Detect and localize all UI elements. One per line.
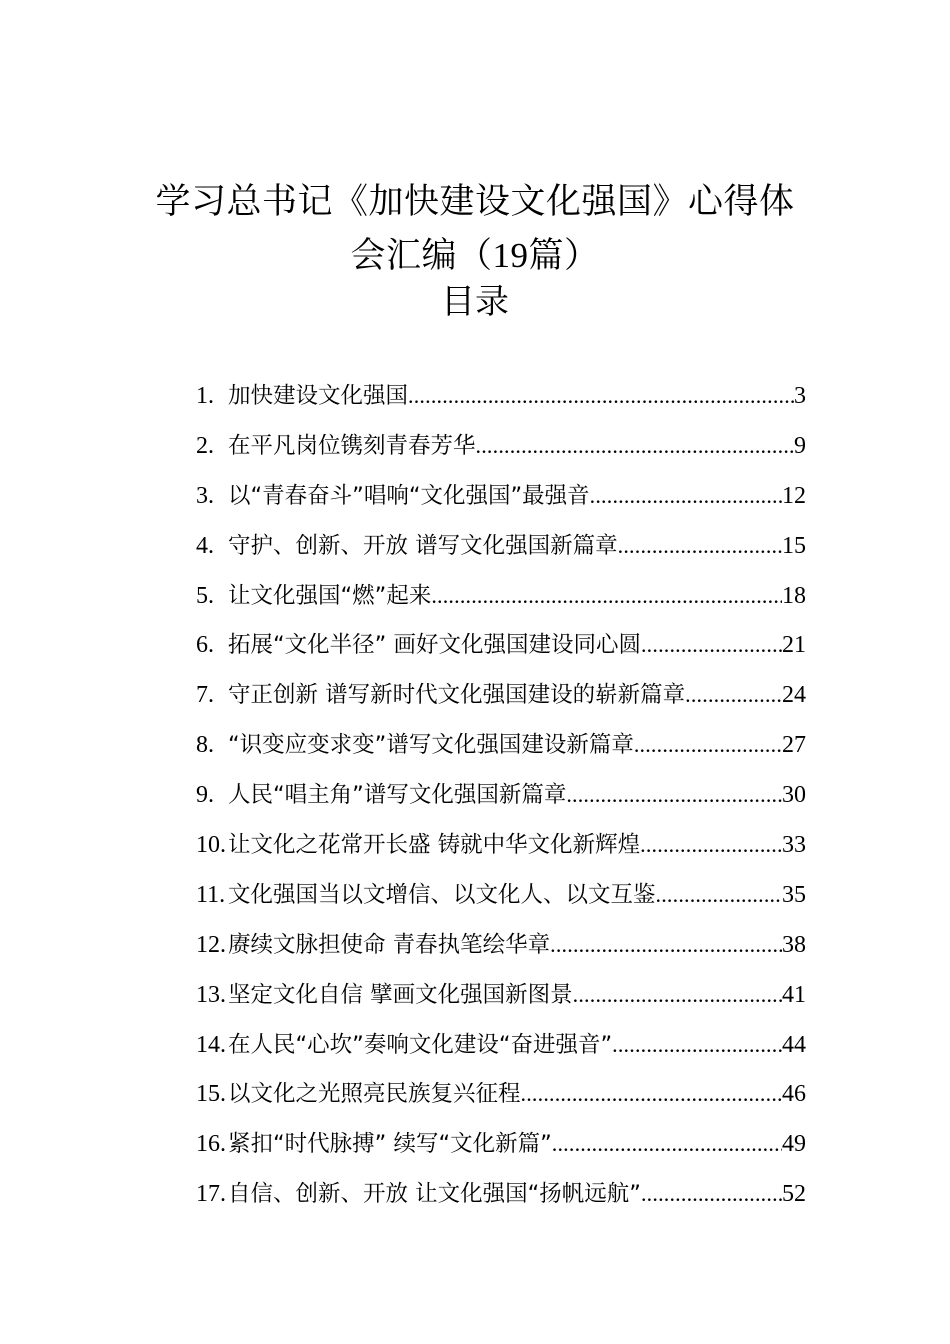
toc-entry-page: 18 [782,582,806,609]
toc-entry-title: 坚定文化自信 擘画文化强国新图景 [228,981,573,1008]
toc-entry-number: 2. [196,432,214,459]
toc-entry[interactable] [196,977,806,1027]
toc-heading: 目录 [441,282,509,322]
toc-dot-leader [521,1081,782,1107]
toc-dot-leader [590,483,782,509]
toc-entry-title: 文化强国当以文增信、以文化人、以文互鉴 [228,881,656,908]
toc-dot-leader [408,383,794,409]
toc-entry-number: 16. [196,1131,226,1158]
toc-entry-page: 9 [794,432,806,459]
toc-entry-number: 5. [196,582,214,609]
toc-entry-title: 自信、创新、开放 让文化强国“扬帆远航” [228,1181,641,1208]
toc-entry-number: 9. [196,782,214,809]
title-line-2-prefix: 会汇编（ [350,236,493,276]
title-line-2 [0,229,950,283]
toc-dot-leader [641,632,782,658]
toc-entry-number: 11. [196,881,226,908]
toc-dot-leader [550,932,782,958]
toc-entry[interactable] [196,1176,806,1226]
toc-entry[interactable] [196,578,806,628]
toc-entry-title: 拓展“文化半径” 画好文化强国建设同心圆 [228,632,641,659]
toc-entry[interactable] [196,827,806,877]
toc-entry[interactable] [196,927,806,977]
toc-entry[interactable] [196,478,806,528]
toc-entry-page: 24 [782,682,806,709]
toc-entry-page: 30 [782,782,806,809]
document-title [0,176,950,283]
toc-entry-title: 让文化强国“燃”起来 [228,582,432,609]
toc-entry-number: 12. [196,931,226,958]
toc-entry-number: 3. [196,482,214,509]
toc-entry-page: 38 [782,931,806,958]
toc-entry-title: 让文化之花常开长盛 铸就中华文化新辉煌 [228,832,641,859]
toc-entry[interactable] [196,777,806,827]
toc-entry-title: 加快建设文化强国 [228,383,409,409]
toc-entry-number: 6. [196,632,214,659]
toc-dot-leader [573,982,782,1008]
table-of-contents [196,378,806,1226]
toc-dot-leader [618,533,782,559]
toc-entry-page: 3 [794,383,806,409]
toc-dot-leader [685,682,782,708]
toc-entry[interactable] [196,877,806,927]
toc-dot-leader [634,732,782,758]
toc-entry-title: 守护、创新、开放 谱写文化强国新篇章 [228,532,618,559]
toc-entry-title: 以“青春奋斗”唱响“文化强国”最强音 [228,482,590,509]
toc-entry-page: 35 [782,881,806,908]
toc-entry[interactable] [196,378,806,428]
toc-entry-number: 15. [196,1081,226,1108]
toc-entry-number: 14. [196,1031,226,1058]
toc-dot-leader [552,1131,782,1157]
toc-entry-page: 33 [782,832,806,859]
toc-dot-leader [431,583,782,609]
toc-entry-page: 52 [782,1181,806,1208]
toc-entry[interactable] [196,727,806,777]
toc-entry-page: 21 [782,632,806,659]
toc-entry-page: 49 [782,1131,806,1158]
toc-dot-leader [612,1032,782,1058]
toc-entry-page: 15 [782,532,806,559]
toc-entry-title: 在人民“心坎”奏响文化建设“奋进强音” [228,1031,613,1058]
toc-dot-leader [566,782,782,808]
toc-dot-leader [476,433,794,459]
toc-entry-number: 10. [196,832,226,859]
toc-entry[interactable] [196,428,806,478]
toc-entry-title: 以文化之光照亮民族复兴征程 [228,1081,521,1108]
toc-entry-title: 赓续文脉担使命 青春执笔绘华章 [228,931,551,958]
toc-entry-page: 12 [782,482,806,509]
toc-entry-page: 44 [782,1031,806,1058]
title-count: 19 [492,236,529,275]
toc-entry-number: 7. [196,682,214,709]
toc-entry-title: 人民“唱主角”谱写文化强国新篇章 [228,782,567,809]
toc-entry-number: 1. [196,383,214,409]
toc-entry-title: 守正创新 谱写新时代文化强国建设的崭新篇章 [228,682,686,709]
toc-entry[interactable] [196,1076,806,1126]
toc-dot-leader [656,882,782,908]
toc-entry[interactable] [196,528,806,578]
toc-entry[interactable] [196,1126,806,1176]
toc-entry-page: 41 [782,981,806,1008]
toc-entry-page: 27 [782,732,806,759]
toc-entry[interactable] [196,1027,806,1077]
toc-entry-title: “识变应变求变”谱写文化强国建设新篇章 [228,732,634,759]
toc-entry[interactable] [196,627,806,677]
toc-dot-leader [640,832,782,858]
title-line-2-suffix: 篇） [528,236,600,276]
toc-entry-number: 4. [196,532,214,559]
toc-entry-title: 在平凡岗位镌刻青春芳华 [228,432,476,459]
toc-entry[interactable] [196,677,806,727]
toc-entry-number: 8. [196,732,214,759]
toc-entry-page: 46 [782,1081,806,1108]
toc-entry-title: 紧扣“时代脉搏” 续写“文化新篇” [228,1131,552,1158]
title-line-1: 学习总书记《加快建设文化强国》心得体 [155,182,795,222]
toc-entry-number: 13. [196,981,226,1008]
toc-entry-number: 17. [196,1181,226,1208]
toc-dot-leader [641,1181,782,1207]
